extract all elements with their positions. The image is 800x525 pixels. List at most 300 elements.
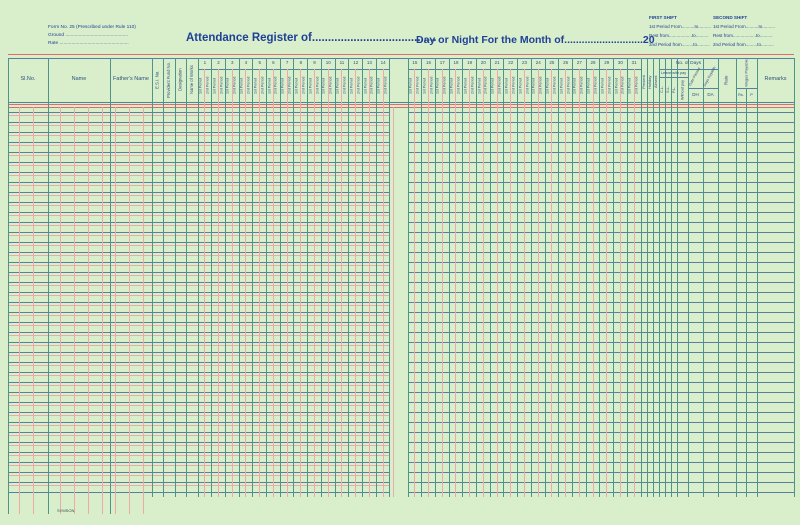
period-label: 2nd Period [483,76,488,95]
grid-line [369,69,370,497]
grid-line [8,432,390,433]
grid-line [8,205,390,206]
day-number: 15 [412,60,418,66]
col-remarks: Remarks [764,76,787,83]
grid-line [8,395,390,396]
grid-line [428,69,429,497]
period-label: 1st Period [614,77,619,94]
grid-line [524,69,525,497]
grid-line [48,58,49,514]
grid-line [74,107,75,514]
col-wages-payable: Wages Payable [743,59,749,87]
grid-line [60,107,61,514]
day-number: 13 [366,60,372,66]
col-present: Present [640,75,646,89]
grid-line [266,58,267,497]
day-number: 7 [285,60,289,66]
grid-line [8,332,390,333]
period-label: 2nd Period [328,76,333,95]
period-label: 1st Period [600,77,605,94]
grid-line [8,135,390,136]
grid-line [510,69,511,497]
period-label: 1st Period [463,77,468,94]
period-label: 1st Period [198,77,203,94]
ground-line: Ground ............................................... [48,33,128,38]
grid-line [341,69,342,497]
period-label: 1st Period [504,77,509,94]
grid-line [8,385,390,386]
grid-line [8,415,390,416]
grid-line [8,422,390,423]
grid-line [8,182,390,183]
period-label: 1st Period [435,77,440,94]
grid-line [8,192,390,193]
grid-line [627,58,628,497]
period-label: 1st Period [321,77,326,94]
day-number: 28 [590,60,596,66]
grid-line [497,69,498,497]
day-number: 22 [508,60,514,66]
grid-line [280,58,281,497]
period-label: 1st Period [586,77,591,94]
grid-line [362,58,363,497]
grid-line [8,132,390,133]
col-days-payable: Days Payable [702,65,717,88]
group-leave-with-pay: Leave with pay [660,71,687,75]
grid-line [232,69,233,497]
grid-line [129,107,130,514]
grid-line [8,382,390,383]
grid-line [503,58,504,497]
grid-line [718,58,719,497]
day-number: 5 [258,60,261,66]
grid-line [8,242,390,243]
grid-line [8,322,390,323]
day-number: 20 [480,60,486,66]
grid-line [8,362,390,363]
day-number: 14 [380,60,386,66]
grid-line [225,58,226,497]
period-label: 1st Period [376,77,381,94]
grid-line [620,69,621,497]
grid-line [8,375,390,376]
period-label: 2nd Period [579,76,584,95]
grid-line [211,58,212,497]
grid-line [8,292,390,293]
grid-line [143,107,144,514]
period-label: 1st Period [239,77,244,94]
grid-line [186,58,187,497]
second-shift-title: SECOND SHIFT [713,15,748,20]
grid-line [163,58,164,497]
grid-line [19,107,20,514]
grid-line [455,69,456,497]
col-absent: Absent [652,75,658,89]
grid-line [757,58,758,497]
period-label: 1st Period [531,77,536,94]
col-paise: P [750,93,753,97]
second-shift-block [713,15,775,51]
day-number: 9 [313,60,316,66]
grid-line [599,58,600,497]
period-label: 1st Period [545,77,550,94]
grid-line [328,69,329,497]
period-label: 2nd Period [301,76,306,95]
period-label: 2nd Period [442,76,447,95]
period-label: 2nd Period [538,76,543,95]
grid-line [300,69,301,497]
period-label: 1st Period [294,77,299,94]
period-label: 2nd Period [246,76,251,95]
grid-line [8,372,390,373]
first-shift-title: FIRST SHIFT [649,15,677,20]
period-label: 2nd Period [456,76,461,95]
grid-line [175,58,176,497]
first-shift-block [649,15,711,51]
day-number: 18 [453,60,459,66]
col-designation: Designation [177,68,183,92]
grid-line [8,265,390,266]
grid-line [8,302,390,303]
period-label: 2nd Period [287,76,292,95]
grid-line [8,285,390,286]
grid-line [653,58,654,497]
grid-line [8,212,390,213]
grid-line [483,69,484,497]
grid-line [703,58,704,497]
grid-line [8,245,390,246]
grid-line [393,107,394,497]
shift-period2-line: 2nd Period from.........to.......... [649,42,710,47]
period-label: 1st Period [408,77,413,94]
day-number: 27 [576,60,582,66]
day-number: 19 [467,60,473,66]
period-label: 1st Period [267,77,272,94]
col-cl: C.L. [660,86,664,93]
month-title: Day or Night For the Month of...........................20 [416,34,655,46]
period-label: 2nd Period [470,76,475,95]
grid-line [8,365,390,366]
grid-line [688,58,689,497]
grid-line [8,252,390,253]
period-label: 2nd Period [273,76,278,95]
page-title: Attendance Register of....................................... [186,32,437,44]
grid-line [606,69,607,497]
grid-line [572,58,573,497]
day-number: 30 [617,60,623,66]
grid-line [8,325,390,326]
grid-line [442,69,443,497]
grid-line [421,58,422,497]
grid-line [8,312,390,313]
grid-line [8,122,390,123]
period-label: 1st Period [422,77,427,94]
grid-line [435,58,436,497]
grid-line [586,58,587,497]
grid-line [293,58,294,497]
grid-line [671,58,672,497]
grid-line [8,442,390,443]
grid-line [579,69,580,497]
period-label: 1st Period [363,77,368,94]
col-esi-no: E.S.I. No. [154,70,160,90]
grid-line [8,215,390,216]
period-label: 1st Period [490,77,495,94]
grid-line [321,58,322,497]
grid-line [794,58,795,497]
grid-line [634,69,635,497]
day-number: 8 [299,60,303,66]
col-rate: Rate [723,75,729,85]
grid-line [665,58,666,497]
period-label: 1st Period [335,77,340,94]
period-label: 1st Period [627,77,632,94]
period-label: 2nd Period [525,76,530,95]
grid-line [8,145,390,146]
col-without-pay: Without pay [680,79,685,100]
period-label: 2nd Period [315,76,320,95]
grid-line [355,69,356,497]
printer-imprint: SYMSON [57,508,75,513]
grid-line [8,315,390,316]
grid-line [8,405,390,406]
period-label: 2nd Period [566,76,571,95]
grid-line [545,58,546,497]
period-label: 2nd Period [634,76,639,95]
grid-line [538,69,539,497]
period-label: 1st Period [518,77,523,94]
period-label: 2nd Period [607,76,612,95]
col-da: DA [707,91,714,97]
period-label: 1st Period [477,77,482,94]
grid-line [408,58,409,497]
grid-line [8,335,390,336]
grid-line [8,452,390,453]
period-label: 2nd Period [369,76,374,95]
grid-line [115,107,116,514]
grid-line [8,202,390,203]
day-number: 23 [521,60,527,66]
period-label: 2nd Period [342,76,347,95]
grid-line [198,58,199,497]
grid-line [8,305,390,306]
day-number: 31 [631,60,637,66]
grid-line [259,69,260,497]
day-number: 1 [203,60,207,66]
period-label: 2nd Period [205,76,210,95]
period-label: 1st Period [225,77,230,94]
grid-line [8,262,390,263]
day-number: 24 [535,60,541,66]
col-gate-passes: Gate Passes [688,66,702,87]
form-number: Form No. 25 (Prescribed under Rule 110) [48,25,136,30]
period-label: 1st Period [559,77,564,94]
period-label: 2nd Period [260,76,265,95]
period-label: 2nd Period [620,76,625,95]
grid-line [239,58,240,497]
grid-line [8,345,390,346]
grid-line [551,69,552,497]
form-info-block [48,25,136,49]
period-label: 2nd Period [383,76,388,95]
period-label: 1st Period [573,77,577,94]
col-rupees: Rs. [738,93,744,97]
day-number: 3 [231,60,234,66]
day-number: 21 [494,60,500,66]
grid-line [659,58,660,497]
grid-line [8,185,390,186]
grid-line [8,412,390,413]
grid-line [110,58,111,514]
day-number: 12 [353,60,359,66]
period-label: 2nd Period [593,76,598,95]
grid-line [8,232,390,233]
grid-line [8,222,390,223]
col-fathers-name: Father's Name [113,76,149,83]
grid-line [8,165,390,166]
day-number: 26 [563,60,569,66]
grid-line [8,475,390,476]
grid-line [245,69,246,497]
period-label: 1st Period [212,77,217,94]
shift-period-line: 1st Period From..........to.......... [713,24,776,29]
grid-line [102,107,103,514]
day-number: 29 [604,60,610,66]
grid-line [8,462,390,463]
col-pl: P.L. [672,86,676,93]
period-label: 2nd Period [219,76,224,95]
period-label: 2nd Period [356,76,361,95]
grid-line [414,69,415,497]
grid-line [383,69,384,497]
grid-line [287,69,288,497]
grid-line [273,69,274,497]
grid-line [314,69,315,497]
grid-line [8,455,390,456]
grid-line [8,355,390,356]
col-name: Name [71,76,87,83]
shift-period-line: 1st Period From..........to.......... [649,24,712,29]
day-number: 16 [426,60,432,66]
grid-line [8,492,390,493]
grid-line [376,58,377,497]
grid-line [8,112,390,113]
grid-line [8,152,390,153]
grid-line [469,69,470,497]
grid-line [449,58,450,497]
grid-line [8,162,390,163]
col-dh: DH [692,91,699,97]
grid-line [8,54,794,55]
grid-line [565,69,566,497]
period-label: 1st Period [253,77,258,94]
grid-line [8,175,390,176]
period-label: 2nd Period [415,76,420,95]
col-holiday: Holiday [646,75,652,89]
grid-line [252,58,253,497]
rate-line: Rate .................................................... [48,41,129,46]
grid-line [8,275,390,276]
grid-line [8,342,390,343]
period-label: 1st Period [449,77,454,94]
grid-line [8,255,390,256]
grid-line [593,69,594,497]
grid-line [8,352,390,353]
grid-line [8,472,390,473]
col-slno: Sl.No. [20,76,36,83]
grid-line [307,58,308,497]
day-number: 10 [325,60,331,66]
grid-line [8,402,390,403]
period-label: 2nd Period [511,76,516,95]
grid-line [8,225,390,226]
day-number: 4 [244,60,248,66]
grid-line [8,485,390,486]
grid-line [462,58,463,497]
period-label: 2nd Period [232,76,237,95]
grid-line [8,295,390,296]
grid-line [8,435,390,436]
col-name-of-works: Name of Works [188,65,194,95]
grid-line [8,445,390,446]
grid-line [152,58,153,497]
grid-line [389,58,390,497]
grid-line [8,155,390,156]
grid-line [33,107,34,514]
grid-line [647,58,648,497]
grid-line [8,58,9,514]
grid-line [8,142,390,143]
day-number: 17 [439,60,445,66]
period-label: 2nd Period [552,76,557,95]
grid-line [476,58,477,497]
grid-line [8,465,390,466]
grid-line [8,235,390,236]
shift-period2-line: 2nd Period from.........to.......... [713,42,774,47]
grid-line [558,58,559,497]
day-number: 25 [549,60,555,66]
grid-line [218,69,219,497]
period-label: 1st Period [349,77,354,94]
period-label: 2nd Period [497,76,502,95]
grid-line [8,282,390,283]
grid-line [335,58,336,497]
period-label: 1st Period [280,77,285,94]
grid-line [88,107,89,514]
shift-rest-line: Rest from..................to.......... [649,33,709,38]
grid-line [8,115,390,116]
grid-line [490,58,491,497]
grid-line [8,272,390,273]
grid-line [204,69,205,497]
grid-line [8,195,390,196]
grid-line [736,58,737,497]
grid-line [746,88,747,497]
grid-line [517,58,518,497]
grid-line [531,58,532,497]
col-provident-fund-no: Provident Fund No. [165,61,171,99]
grid-line [677,58,678,497]
grid-line [8,482,390,483]
grid-line [348,58,349,497]
grid-line [8,172,390,173]
grid-line [8,392,390,393]
grid-line [8,125,390,126]
grid-line [641,58,642,497]
day-number: 6 [272,60,275,66]
period-label: 2nd Period [429,76,434,95]
day-number: 11 [339,60,345,66]
